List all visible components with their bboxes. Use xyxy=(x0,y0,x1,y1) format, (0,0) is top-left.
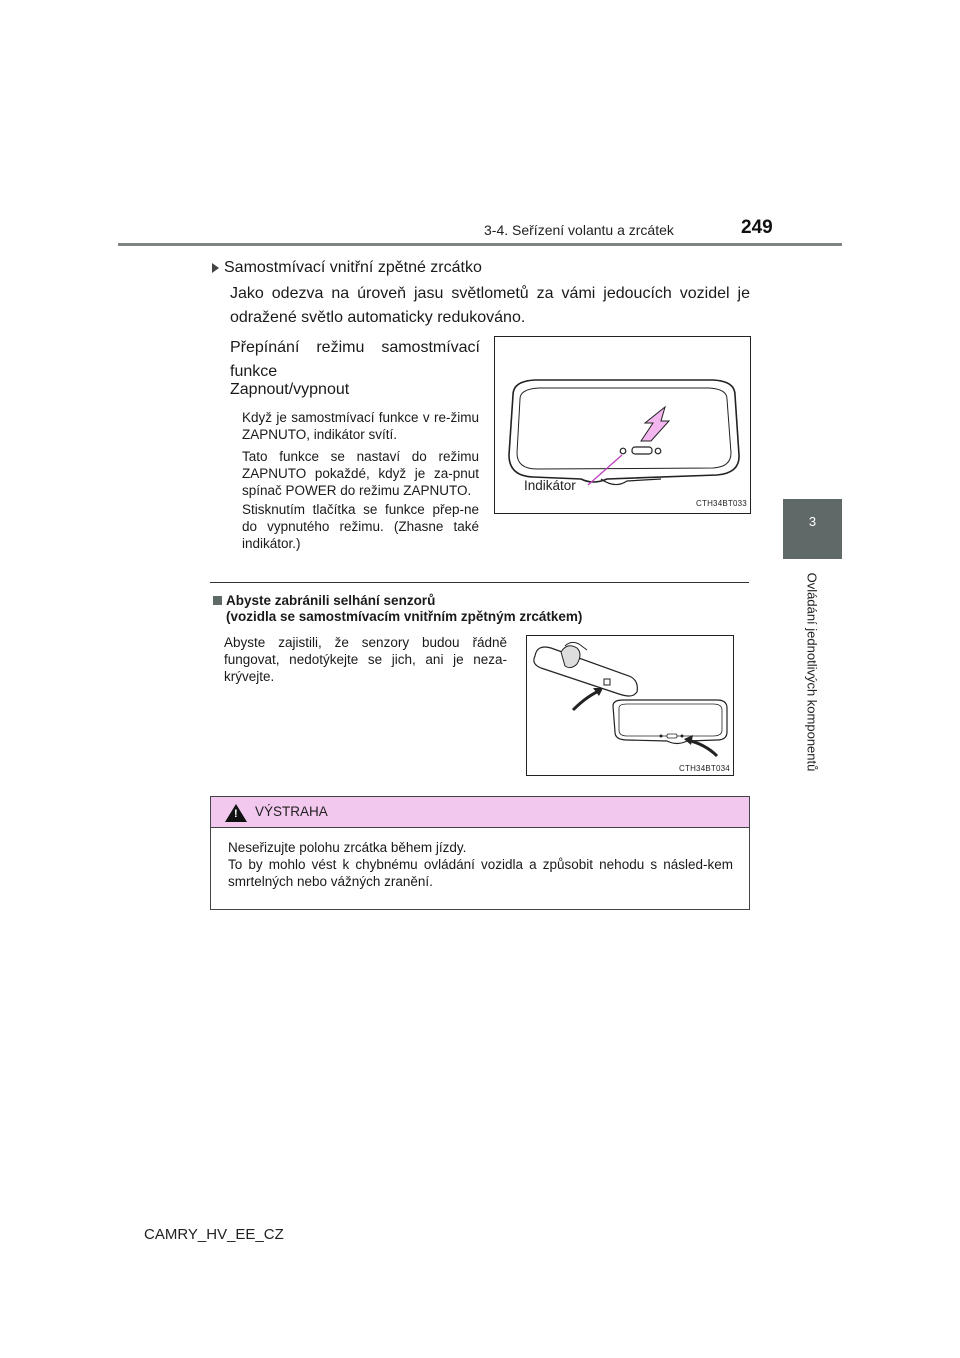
sensor-title-line1: Abyste zabránili selhání senzorů xyxy=(226,593,436,608)
warning-triangle-icon: ! xyxy=(225,804,247,822)
figure-code: CTH34BT034 xyxy=(679,764,730,773)
section-title: 3-4. Seřízení volantu a zrcátek xyxy=(484,222,674,238)
note-button-press: Stisknutím tlačítka se funkce přep-ne do vypnutého režimu. (Zhasne také indikátor.) xyxy=(242,502,479,551)
chapter-title: Ovládání jednotlivých komponentů xyxy=(804,572,820,772)
sensor-section-title xyxy=(213,593,582,625)
section-square-icon xyxy=(213,596,222,605)
note-power-switch: Tato funkce se nastaví do režimu ZAPNUTO pokaždé, když je za-pnut spínač POWER do režimu ZAPNUTO. xyxy=(242,449,479,498)
figure-code: CTH34BT033 xyxy=(696,499,747,508)
warning-label: VÝSTRAHA xyxy=(255,804,328,819)
doc-code: CAMRY_HV_EE_CZ xyxy=(144,1226,284,1243)
sensor-title-line2: (vozidla se samostmívacím vnitřním zpětným zrcátkem) xyxy=(226,609,583,624)
chapter-number: 3 xyxy=(808,514,817,529)
sensor-paragraph: Abyste zajistili, že senzory budou řádně fungovat, nedotýkejte se jich, ani je neza-krývejte. xyxy=(224,635,507,684)
intro-paragraph: Jako odezva na úroveň jasu světlometů za vámi jedoucích vozidel je odražené světlo automaticky redukováno. xyxy=(230,285,750,326)
warning-box xyxy=(210,796,750,910)
mirror-indicator-figure xyxy=(494,336,751,514)
indicator-label: Indikátor xyxy=(524,478,576,493)
warning-text xyxy=(228,839,733,890)
sensor-illustration xyxy=(527,636,733,775)
warning-header xyxy=(211,797,749,828)
warning-line2: To by mohlo vést k chybnému ovládání vozidla a způsobit nehodu s násled-kem smrtelných nebo vážných zranění. xyxy=(228,857,733,889)
mirror-heading xyxy=(224,256,482,280)
warning-line1: Neseřizujte polohu zrcátka během jízdy. xyxy=(228,840,467,855)
page-number: 249 xyxy=(741,217,773,238)
mirror-heading-text: Samostmívací vnitřní zpětné zrcátko xyxy=(224,259,482,276)
note-indicator: Když je samostmívací funkce v re-žimu ZAPNUTO, indikátor svítí. xyxy=(242,410,479,442)
on-off-label: Zapnout/vypnout xyxy=(230,381,350,398)
bullet-triangle-icon xyxy=(212,263,219,273)
header-rule xyxy=(118,243,842,246)
section-divider xyxy=(210,582,749,583)
chapter-tab xyxy=(783,499,842,559)
switch-title: Přepínání režimu samostmívací funkce xyxy=(230,339,480,380)
sensor-figure xyxy=(526,635,734,776)
